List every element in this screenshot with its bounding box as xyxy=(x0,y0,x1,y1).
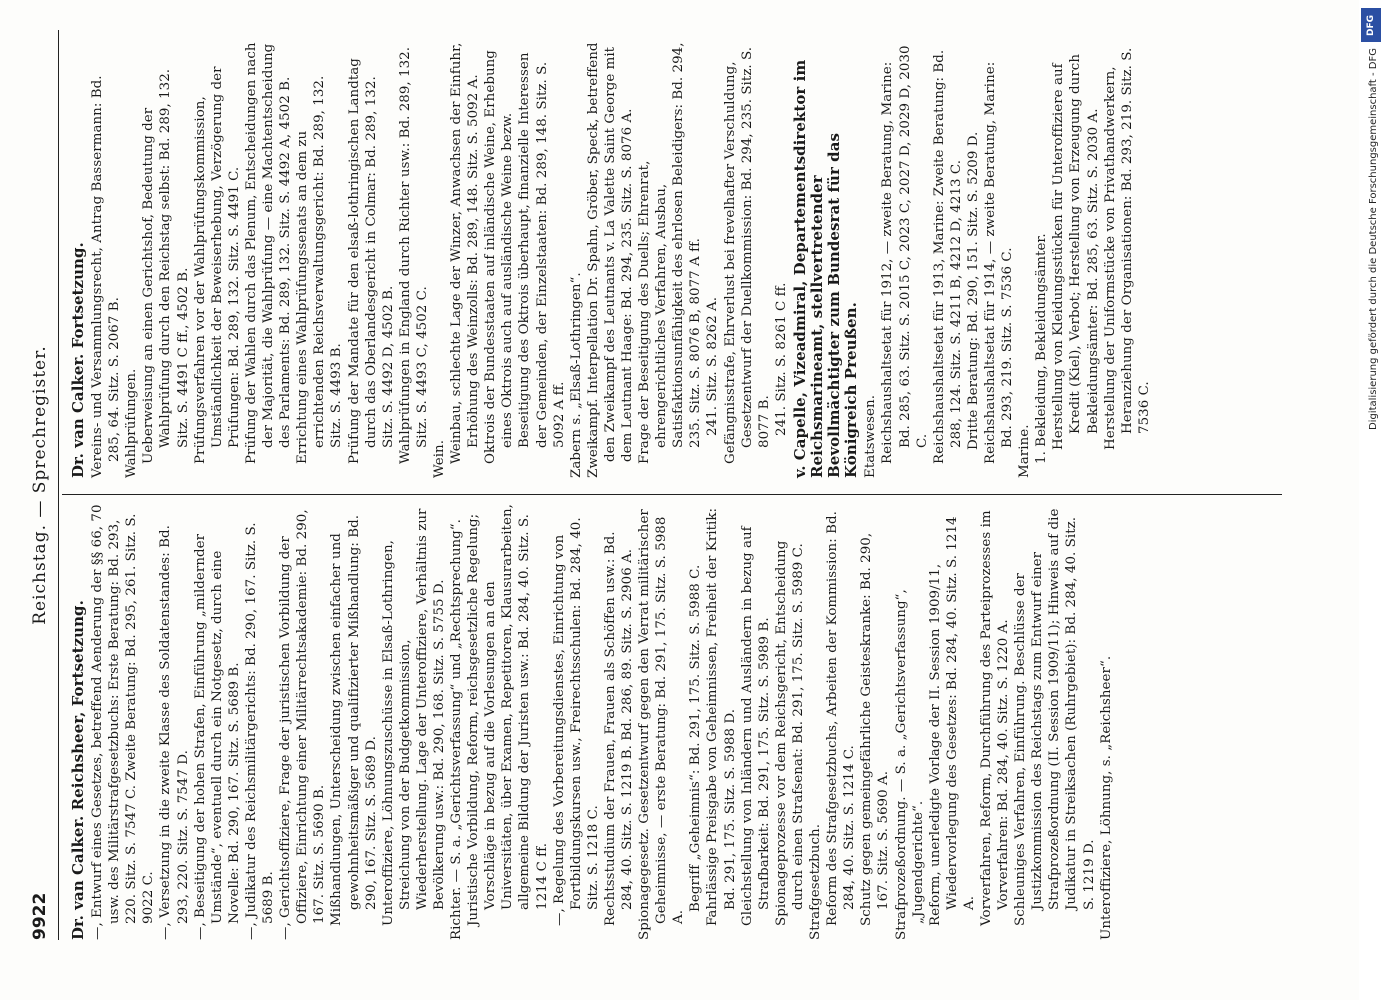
dfg-credit: Digitalisierung gefördert durch die Deutsche Forschungsgemeinschaft - DFG xyxy=(1368,48,1379,431)
register-entry: Begriff „Geheimnis“: Bd. 291, 175. Sitz. S. 5988 C. xyxy=(688,564,704,912)
register-entry: 241. Sitz. S. 8261 C ff. xyxy=(773,282,789,436)
register-entry: Mißhandlungen, Unterscheidung zwischen einfacher und gewohnheitsmäßiger und qualifizierter Mißhandlung: Bd. 290, 167. Sitz. S. 5689 D. xyxy=(329,514,379,926)
register-entry: Vorverfahren, Reform, Durchführung des Parteiprozesses im Vorverfahren: Bd. 284, 40. Sitz. S. 1220 A. xyxy=(978,510,1012,926)
register-entry: Wahlprüfungen in England durch Richter usw.: Bd. 289, 132. Sitz. S. 4493 C, 4502 C. xyxy=(397,46,430,464)
register-entry: Gleichstellung von Inländern und Ausländern in bezug auf Strafbarkeit: Bd. 291, 175. Sitz. S. 5989 B. xyxy=(739,526,772,926)
register-entry: —, Entwurf eines Gesetzes, betreffend Aenderung der §§ 66, 70 usw. des Militärstrafgesetzbuchs: Erste Beratung: Bd. 293, 220. Sitz. S. 7547 C. Zweite Beratung: Bd. 295, 261. Sitz. S. 9022 C. xyxy=(90,504,157,940)
register-entry: Vereins- und Versammlungsrecht, Antrag Bassermann: Bd. 285, 64. Sitz. S. 2067 B. xyxy=(90,75,123,478)
page-header xyxy=(28,30,56,940)
register-entry: Etatswesen. xyxy=(863,394,879,478)
register-entry: Marine. xyxy=(1017,424,1033,478)
register-entry: Unteroffiziere, Löhnungszuschüsse in Elsaß-Lothringen, Streichung von der Budgetkommission, Wiederherstellung. Lage der Unteroffiziere, Verhältnis zur Bevölkerung usw.: Bd. 290, 168. Sitz. S. 5755 D. xyxy=(380,508,447,926)
left-column xyxy=(70,504,1115,940)
running-title: Reichstag. — Sprechregister. xyxy=(30,345,50,625)
column-divider xyxy=(62,494,1282,495)
register-entry: Schutz gegen gemeingefährliche Geisteskranke: Bd. 290, 167. Sitz. S. 5690 A. xyxy=(859,532,892,926)
register-entry: Reform des Strafgesetzbuchs, Arbeiten der Kommission: Bd. 284, 40. Sitz. S. 1214 C. xyxy=(825,511,858,926)
register-entry: Prüfung der Mandate für den elsaß-lothringischen Landtag durch das Oberlandesgericht in Colmar: Bd. 289, 132. Sitz. S. 4492 D, 4502 B. xyxy=(346,58,396,464)
register-entry: Prüfung der Wahlen durch das Plenum, Entscheidungen nach der Majorität, die Wahlprüfung — eine Machtentscheidung des Parlaments: Bd. 289, 132. Sitz. S. 4492 A, 4502 B. xyxy=(243,42,294,464)
register-entry: Strafgesetzbuch. xyxy=(808,824,824,940)
register-entry: Dritte Beratung: Bd. 290, 151. Sitz. S. 5209 D. xyxy=(965,131,981,450)
register-entry: Juristische Vorbildung, Reform, reichsgesetzliche Regelung; Vorschläge in bezug auf die Vorlesungen an den Universitäten, über Examen, Repetitoren, Klausurarbeiten, allgemeine Bildung der Juristen usw.: Bd. 284, 40. Sitz. S. 1214 C ff. xyxy=(466,504,550,926)
register-entry: Zweikampf. Interpellation Dr. Spahn, Gröber, Speck, betreffend den Zweikampf des Leutnants v. La Valette Saint George mit dem Leutnant Haage: Bd. 294, 235. Sitz. S. 8076 A. xyxy=(585,42,635,478)
register-entry: Prüfungsverfahren vor der Wahlprüfungskommission, Umständlichkeit der Beweiserhebung, Verzögerung der Prüfungen: Bd. 289, 132. Sitz. S. 4491 C. xyxy=(192,66,242,464)
speaker-heading: v. Capelle, Vizeadmiral, Departementsdirektor im Reichsmarineamt, stellvertretender Bevollmächtigter zum Bundesrat für das Königreich Preußen. xyxy=(790,59,861,478)
register-entry: Gefängnisstrafe, Ehrverlust bei frevelhafter Verschuldung, Gesetzentwurf der Duellkommission: Bd. 294, 235. Sitz. S. 8077 B. xyxy=(722,46,772,464)
digitization-sidebar xyxy=(1359,0,1383,1000)
register-entry: Schleuniges Verfahren, Einführung. Beschlüsse der Justizkommission des Reichstags zum Entwurf einer Strafprozeßordnung (II. Session 1909/11); Hinweis auf die Judikatur in Streiksachen (Ruhrgebiet): Bd. 284, 40. Sitz. S. 1219 D. xyxy=(1013,508,1097,926)
register-entry: Errichtung eines Wahlprüfungssenats an dem zu errichtenden Reichsverwaltungsgericht: Bd. 289, 132. Sitz. S. 4493 B. xyxy=(295,75,345,464)
register-entry: Reichshaushaltsetat für 1914, — zweite Beratung, Marine: Bd. 293, 219. Sitz. S. 7536 C. xyxy=(982,61,1016,464)
register-entry: 1. Bekleidung, Bekleidungsämter. xyxy=(1034,233,1050,464)
register-entry: —, Regelung des Vorbereitungsdienstes, Einrichtung von Fortbildungskursen usw., Freirechtsschulen: Bd. 284, 40. Sitz. S. 1218 C. xyxy=(551,517,601,926)
register-entry: Rechtsstudium der Frauen, Frauen als Schöffen usw.: Bd. 284, 40. Sitz. S. 1219 B. Bd. 286, 89. Sitz. S. 2906 A. xyxy=(602,531,635,926)
right-column xyxy=(70,42,1153,478)
register-entry: Fahrlässige Preisgabe von Geheimnissen, Freiheit der Kritik: Bd. 291, 175. Sitz. S. 5988 D. xyxy=(705,507,738,926)
register-entry: —, Gerichtsoffiziere, Frage der juristischen Vorbildung der Offiziere, Einrichtung einer Militärrechtsakademie: Bd. 290, 167. Sitz. S. 5690 B. xyxy=(278,509,328,940)
right-entries xyxy=(89,42,1153,478)
register-entry: Wein. xyxy=(431,439,447,478)
register-entry: Richter. — S. a. „Gerichtsverfassung“ und „Rechtsprechung“. xyxy=(449,519,465,940)
register-entry: —, Judikatur des Reichsmilitärgerichts: Bd. 290, 167. Sitz. S. 5689 B. xyxy=(243,522,277,940)
register-entry: Herstellung von Kleidungsstücken für Unteroffiziere auf Kredit (Kiel), Verbot; Herstellung von Erzeugung durch Bekleidungsämter: Bd. 285, 63. Sitz. S. 2030 A. xyxy=(1051,53,1101,450)
register-entry: Ueberweisung an einen Gerichtshof, Bedeutung der Wahlprüfung durch den Reichstag selbst: Bd. 289, 132. Sitz. S. 4491 C ff., 4502 B. xyxy=(141,68,191,464)
register-entry: Frage der Beseitigung des Duells; Ehrenrat, ehrengerichtliches Verfahren, Ausbau, Satisfaktionsunfähigkeit des ehrlosen Beleidigers: Bd. 294, 235. Sitz. S. 8076 B, 8077 A ff. xyxy=(637,42,704,464)
register-entry: Spionageprozesse vor dem Reichsgericht, Entscheidung durch einen Strafsenat: Bd. 291, 175. Sitz. S. 5989 C. xyxy=(773,540,806,926)
register-entry: Reform, unerledigte Vorlage der II. Session 1909/11, Wiedervorlegung des Gesetzes: Bd. 284, 40. Sitz. S. 1214 A. xyxy=(927,516,977,926)
register-entry: Oktrois der Bundesstaaten auf inländische Weine, Erhebung eines Oktrois auch auf ausländische Weine bezw. Beseitigung des Oktrois überhaupt, finanzielle Interessen der Gemeinden, der Einzelstaaten: Bd. 289, 148. Sitz. S. 5092 A ff. xyxy=(483,50,567,464)
page-number: 9922 xyxy=(30,892,50,940)
register-entry: Spionagegesetz. Gesetzentwurf gegen den Verrat militärischer Geheimnisse, — erste Beratung: Bd. 291, 175. Sitz. S. 5988 A. xyxy=(637,509,687,940)
register-entry: Herstellung der Uniformstücke von Privathandwerkern, Heranziehung der Organisationen: Bd. 293, 219. Sitz. S. 7536 C. xyxy=(1102,47,1152,450)
register-entry: Unteroffiziere, Löhnung, s. „Reichsheer“. xyxy=(1098,655,1114,940)
register-entry: —, Versetzung in die zweite Klasse des Soldatenstandes: Bd. 293, 220. Sitz. S. 7547 D. xyxy=(158,525,191,940)
left-entries xyxy=(89,504,1115,940)
register-entry: Zabern s. „Elsaß-Lothringen“. xyxy=(568,272,584,478)
left-column-heading: Dr. van Calker. Reichsheer, Fortsetzung. xyxy=(69,600,87,940)
dfg-logo: DFG xyxy=(1361,8,1381,42)
register-entry: Reichshaushaltsetat für 1913, Marine: Zweite Beratung: Bd. 288, 124. Sitz. S. 4211 B, 4212 D, 4213 C. xyxy=(931,49,964,464)
register-entry: Reichshaushaltsetat für 1912, — zweite Beratung, Marine: Bd. 285, 63. Sitz. S. 2015 C, 2023 C, 2027 D, 2029 D, 2030 C. xyxy=(880,45,930,464)
register-entry: 241. Sitz. S. 8262 A. xyxy=(705,297,721,436)
register-entry: Strafprozeßordnung. — S. a. „Gerichtsverfassung“, „Jugendgerichte“. xyxy=(893,589,926,940)
header-rule xyxy=(58,30,59,940)
register-entry: —, Beseitigung der hohen Strafen, Einführung „mildernder Umstände“, eventuell durch ein Notgesetz, durch eine Novelle: Bd. 290, 167. Sitz. S. 5689 B. xyxy=(192,533,242,940)
register-entry: Wahlprüfungen. xyxy=(124,368,140,478)
register-entry: Weinbau, schlechte Lage der Winzer, Anwachsen der Einfuhr, Erhöhung des Weinzolls: Bd. 289, 148. Sitz. S. 5092 A. xyxy=(449,42,482,464)
right-column-heading: Dr. van Calker. Fortsetzung. xyxy=(69,242,87,478)
